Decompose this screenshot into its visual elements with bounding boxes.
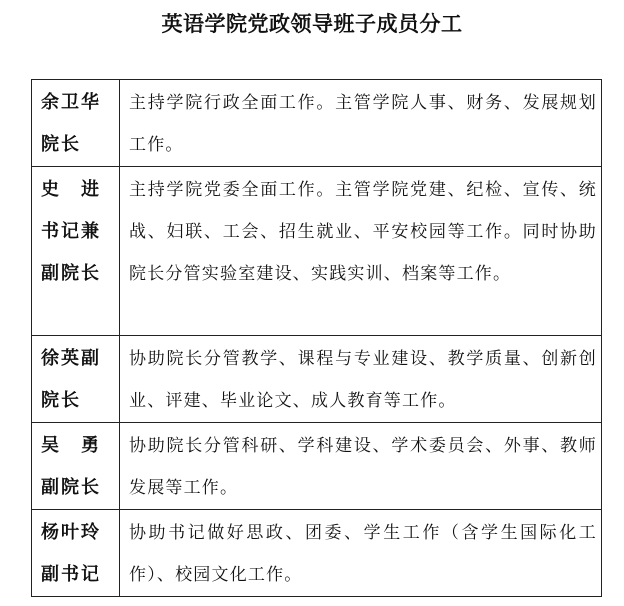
- table-row: [32, 423, 602, 510]
- member-name-line: 徐英副: [41, 348, 101, 369]
- member-duty-cell: 主持学院党委全面工作。主管学院党建、纪检、宣传、统战、妇联、工会、招生就业、平安校园等工作。同时协助院长分管实验室建设、实践实训、档案等工作。: [120, 167, 602, 336]
- member-name-line: 院长: [41, 134, 81, 155]
- member-name-line: 杨叶玲: [41, 522, 101, 543]
- member-name-line: 史 进: [41, 179, 101, 200]
- member-name-cell: [32, 510, 120, 597]
- member-name-line: 副院长: [41, 477, 101, 498]
- member-name-line: 吴 勇: [41, 435, 101, 456]
- table-row: [32, 510, 602, 597]
- member-duty-cell: 协助书记做好思政、团委、学生工作（含学生国际化工作）、校园文化工作。: [120, 510, 602, 597]
- member-name-cell: [32, 80, 120, 167]
- member-name-line: 副书记: [41, 564, 101, 585]
- member-duty-cell: 主持学院行政全面工作。主管学院人事、财务、发展规划工作。: [120, 80, 602, 167]
- member-name-line: 院长: [41, 390, 81, 411]
- member-name-line: 副院长: [41, 263, 101, 284]
- page-title: 英语学院党政领导班子成员分工: [161, 12, 463, 36]
- table-row: [32, 80, 602, 167]
- member-duty-cell: 协助院长分管教学、课程与专业建设、教学质量、创新创业、评建、毕业论文、成人教育等工作。: [120, 336, 602, 423]
- table-row: [32, 336, 602, 423]
- member-name-line: 余卫华: [41, 92, 101, 113]
- member-name-cell: [32, 167, 120, 336]
- member-name-line: 书记兼: [41, 221, 101, 242]
- table-row: [32, 167, 602, 336]
- member-name-cell: [32, 336, 120, 423]
- duty-table: [31, 79, 602, 597]
- member-duty-cell: 协助院长分管科研、学科建设、学术委员会、外事、教师发展等工作。: [120, 423, 602, 510]
- member-name-cell: [32, 423, 120, 510]
